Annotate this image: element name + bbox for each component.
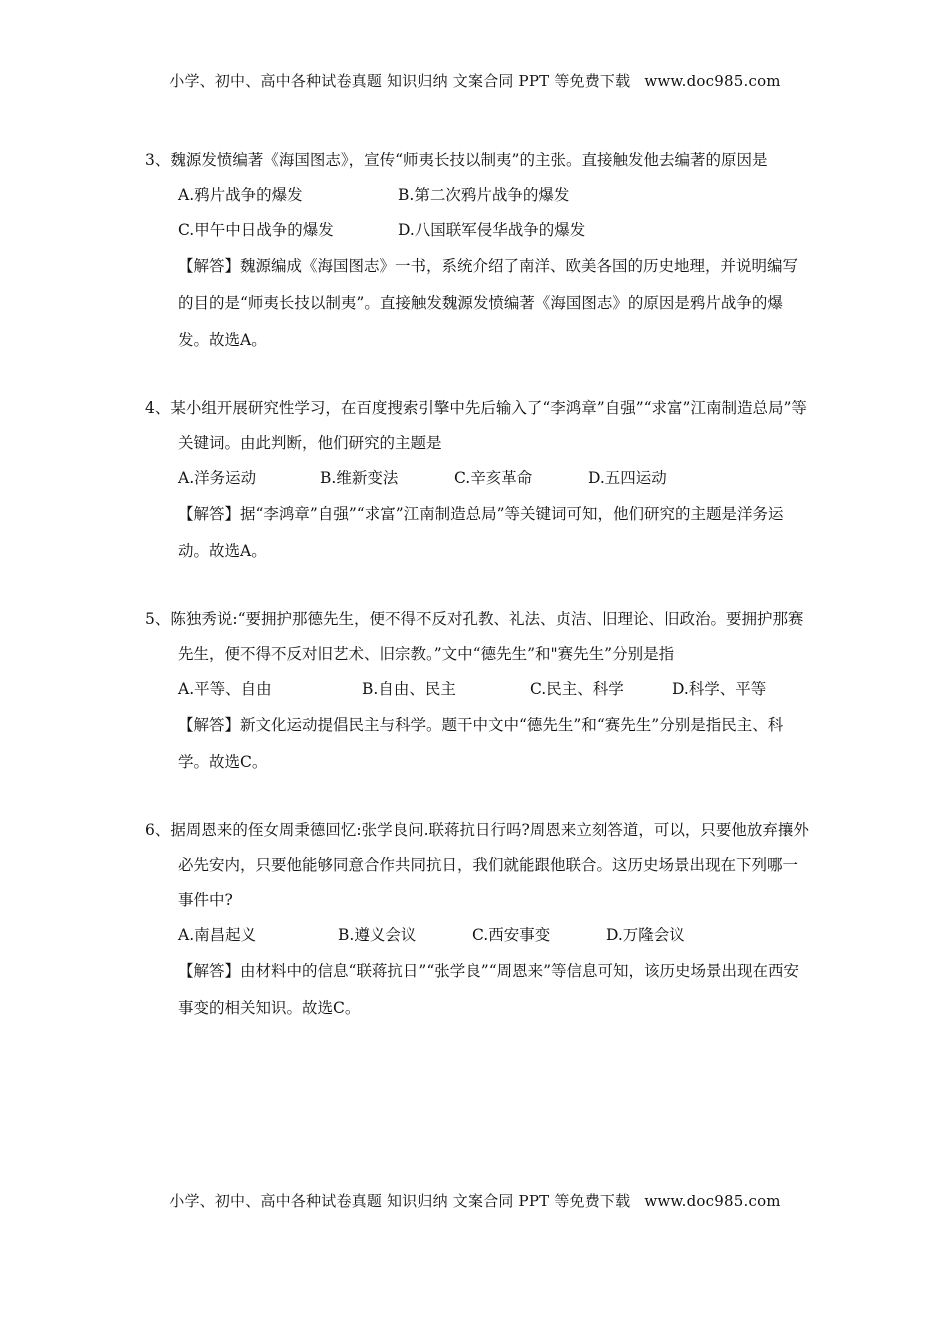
question-3 <box>145 143 810 359</box>
option-row <box>178 672 810 707</box>
answer-explanation: 【解答】据“李鸿章”自强”“求富”江南制造总局”等关键词可知，他们研究的主题是洋务运动。故选A。 <box>178 505 784 560</box>
option-d: D.五四运动 <box>588 469 667 487</box>
spacer <box>145 781 810 813</box>
option-c: C.甲午中日战争的爆发 <box>178 221 334 239</box>
option-row <box>178 178 810 213</box>
document-body <box>145 143 810 1027</box>
page-header <box>0 70 950 91</box>
option-a: A.南昌起义 <box>178 926 257 944</box>
header-site-link[interactable]: www.doc985.com <box>644 72 781 90</box>
option-b: B.自由、民主 <box>362 680 456 698</box>
footer-text: 小学、初中、高中各种试卷真题 知识归纳 文案合同 PPT 等免费下载 <box>169 1192 631 1210</box>
option-a: A.平等、自由 <box>178 680 272 698</box>
option-a: A.洋务运动 <box>178 469 257 487</box>
question-stem: 6、据周恩来的侄女周秉德回忆:张学良问.联蒋抗日行吗?周恩来立刻答道，可以，只要他放弃攘外必先安内，只要他能够同意合作共同抗日，我们就能跟他联合。这历史场景出现在下列哪一事件中? <box>145 821 809 909</box>
option-b: B.遵义会议 <box>338 926 417 944</box>
header-text: 小学、初中、高中各种试卷真题 知识归纳 文案合同 PPT 等免费下载 <box>169 72 631 90</box>
option-c: C.辛亥革命 <box>454 469 533 487</box>
option-row <box>178 918 810 953</box>
option-b: B.维新变法 <box>320 469 399 487</box>
question-stem: 3、魏源发愤编著《海国图志》，宣传“师夷长技以制夷”的主张。直接触发他去编著的原因是 <box>145 151 768 169</box>
answer-explanation: 【解答】由材料中的信息“联蒋抗日”“张学良”“周恩来”等信息可知，该历史场景出现在西安事变的相关知识。故选C。 <box>178 962 800 1017</box>
question-stem: 5、陈独秀说:“要拥护那德先生，便不得不反对孔教、礼法、贞洁、旧理论、旧政治。要拥护那赛先生，便不得不反对旧艺术、旧宗教。”文中“德先生”和"赛先生”分别是指 <box>145 610 804 663</box>
option-d: D.万隆会议 <box>606 926 685 944</box>
question-6 <box>145 813 810 1027</box>
option-d: D.科学、平等 <box>672 680 767 698</box>
option-a: A.鸦片战争的爆发 <box>178 186 303 204</box>
option-b: B.第二次鸦片战争的爆发 <box>398 186 570 204</box>
question-4 <box>145 391 810 570</box>
spacer <box>145 570 810 602</box>
page-footer <box>0 1190 950 1211</box>
footer-site-link[interactable]: www.doc985.com <box>644 1192 781 1210</box>
question-stem: 4、某小组开展研究性学习，在百度搜索引擎中先后输入了“李鸿章”自强”“求富”江南制造总局”等关键词。由此判断，他们研究的主题是 <box>145 399 807 452</box>
option-c: C.民主、科学 <box>530 680 624 698</box>
spacer <box>145 359 810 391</box>
question-5 <box>145 602 810 781</box>
option-c: C.西安事变 <box>472 926 551 944</box>
option-row <box>178 213 810 248</box>
answer-explanation: 【解答】魏源编成《海国图志》一书，系统介绍了南洋、欧美各国的历史地理，并说明编写的目的是“师夷长技以制夷”。直接触发魏源发愤编著《海国图志》的原因是鸦片战争的爆发。故选A。 <box>178 257 799 349</box>
answer-explanation: 【解答】新文化运动提倡民主与科学。题干中文中“德先生”和“赛先生”分别是指民主、科学。故选C。 <box>178 716 784 771</box>
option-row <box>178 461 810 496</box>
option-d: D.八国联军侵华战争的爆发 <box>398 221 586 239</box>
